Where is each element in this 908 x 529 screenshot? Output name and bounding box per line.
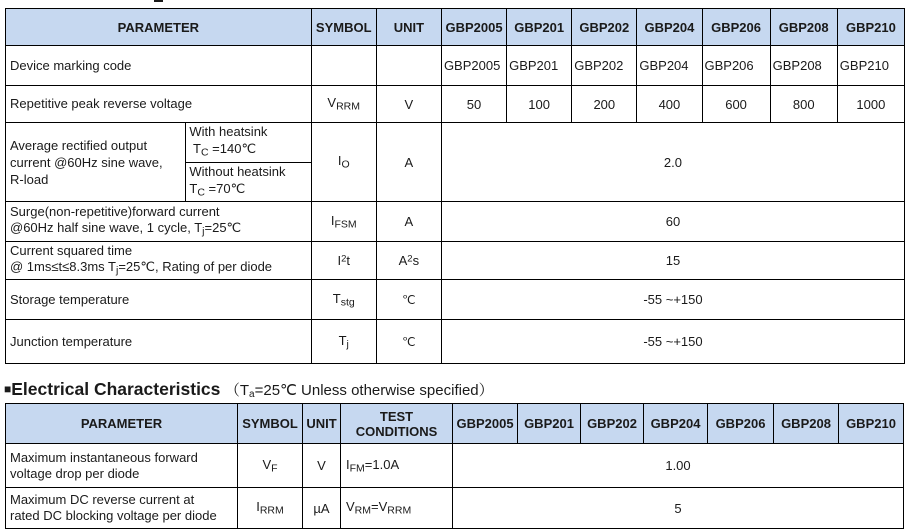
- header-symbol: [311, 9, 376, 46]
- part-label: GBP208: [778, 19, 829, 35]
- value-cell-spanned: [441, 320, 904, 364]
- electrical-row-irrm: [6, 488, 904, 529]
- header-part-gbp202: [581, 404, 644, 444]
- param-cell: [6, 123, 186, 202]
- condition-subcell-with-heatsink: [186, 123, 311, 163]
- header-parameter: [6, 404, 238, 444]
- part-label: GBP2005: [445, 19, 503, 35]
- header-parameter-label: PARAMETER: [80, 416, 163, 431]
- ratings-row-io-with-heatsink: [6, 123, 905, 163]
- part-label: GBP201: [524, 416, 574, 431]
- unit-cell: [376, 86, 441, 123]
- part-label: GBP202: [579, 19, 630, 35]
- value-text: 1000: [856, 96, 886, 112]
- value-text: 200: [593, 96, 616, 112]
- symbol-cell: [238, 444, 303, 488]
- heading-note: [225, 382, 494, 399]
- cond-sub: RRM: [387, 504, 412, 517]
- symbol-base: I: [256, 499, 260, 515]
- unit-cell: [376, 320, 441, 364]
- part-label: GBP208: [781, 416, 831, 431]
- value-cell-spanned: [441, 242, 904, 280]
- tc-base: T: [189, 180, 198, 196]
- symbol-cell: [238, 488, 303, 529]
- symbol-base: I: [337, 253, 342, 268]
- param-text: Maximum instantaneous forward: [10, 449, 198, 465]
- param-text: [10, 220, 311, 240]
- condition-text: Without heatsink: [189, 163, 286, 179]
- unit-cell: [303, 488, 341, 529]
- tc-rest: =70℃: [204, 180, 246, 196]
- unit-base: A: [398, 253, 408, 268]
- value-cell: [770, 46, 837, 86]
- test-conditions-line: TEST: [379, 408, 414, 424]
- unit-cell-empty: [376, 46, 441, 86]
- unit-text: V: [317, 458, 326, 473]
- value-text: -55 ~+150: [643, 292, 703, 307]
- value-cell: [572, 86, 637, 123]
- test-condition-cell: [341, 444, 453, 488]
- unit-rest: s: [412, 253, 420, 268]
- electrical-characteristics-table: [5, 403, 904, 529]
- value-text: 15: [665, 253, 681, 268]
- ratings-row-ifsm: [6, 202, 905, 242]
- ratings-row-device-marking: [6, 46, 905, 86]
- unit-cell: [376, 242, 441, 280]
- part-label: GBP206: [711, 19, 761, 35]
- ratings-row-tj: [6, 320, 905, 364]
- param-cell: [6, 488, 238, 529]
- value-cell-spanned: [441, 123, 904, 202]
- unit-text: A: [404, 214, 414, 229]
- symbol-cell: [311, 123, 376, 202]
- ratings-header-row: [6, 9, 905, 46]
- symbol-sub: FSM: [334, 218, 357, 231]
- header-part-gbp204: [637, 9, 702, 46]
- header-symbol-label: SYMBOL: [315, 19, 372, 35]
- value-text: -55 ~+150: [643, 334, 703, 349]
- square-bullet-icon: ■: [4, 382, 12, 396]
- value-cell: [507, 86, 572, 123]
- param-text: Surge(non-repetitive)forward current: [10, 203, 220, 219]
- heading-text: Electrical Characteristics: [11, 379, 221, 399]
- param-cell: [6, 202, 312, 242]
- cond-seg: =V: [371, 499, 388, 515]
- value-cell: [637, 46, 702, 86]
- part-label: GBP2005: [456, 416, 514, 431]
- note-sub: a: [249, 389, 255, 400]
- param-text: Current squared time: [10, 242, 133, 258]
- cond-seg: I: [346, 456, 350, 472]
- value-cell-spanned: [441, 202, 904, 242]
- header-unit-label: UNIT: [393, 19, 425, 35]
- symbol-sub: RRM: [336, 100, 361, 113]
- header-part-gbp201: [518, 404, 581, 444]
- value-cell: [507, 46, 572, 86]
- param-cell: [6, 280, 312, 320]
- header-part-gbp202: [572, 9, 637, 46]
- header-symbol-label: SYMBOL: [242, 416, 298, 431]
- header-part-gbp201: [507, 9, 572, 46]
- param-cell: [6, 444, 238, 488]
- part-label: GBP201: [514, 19, 565, 35]
- part-label: GBP202: [587, 416, 637, 431]
- unit-cell: [303, 444, 341, 488]
- note-seg: （T: [224, 382, 250, 399]
- value-text: 5: [674, 500, 682, 516]
- ratings-row-i2t: [6, 242, 905, 280]
- value-cell-spanned: [453, 488, 904, 529]
- value-cell-spanned: [453, 444, 904, 488]
- param-sub: j: [202, 225, 205, 238]
- symbol-cell: [311, 320, 376, 364]
- value-cell-spanned: [441, 280, 904, 320]
- cond-seg: V: [346, 499, 355, 515]
- param-seg: @60Hz half sine wave, 1 cycle, T: [10, 219, 203, 235]
- value-cell: [572, 46, 637, 86]
- test-conditions-line: CONDITIONS: [355, 423, 438, 439]
- cond-seg: =1.0A: [364, 456, 400, 472]
- header-part-gbp204: [644, 404, 708, 444]
- value-text: 1.00: [665, 458, 691, 473]
- header-part-gbp210: [839, 404, 904, 444]
- header-part-gbp208: [774, 404, 839, 444]
- value-cell: [702, 86, 770, 123]
- value-text: GBP206: [704, 58, 754, 73]
- header-unit: [376, 9, 441, 46]
- ratings-row-tstg: [6, 280, 905, 320]
- tc-sub: C: [197, 186, 205, 198]
- param-text: Repetitive peak reverse voltage: [10, 96, 193, 111]
- part-label: GBP210: [845, 19, 896, 35]
- electrical-header-row: [6, 404, 904, 444]
- cond-sub: RM: [354, 504, 372, 517]
- part-label: GBP206: [715, 416, 766, 431]
- cropped-title-remnant: [154, 0, 163, 2]
- header-unit: [303, 404, 341, 444]
- value-text: GBP208: [772, 58, 822, 73]
- param-text: [10, 259, 311, 279]
- electrical-characteristics-heading: [4, 376, 494, 402]
- symbol-sub: F: [271, 462, 278, 475]
- unit-text: A: [404, 154, 414, 170]
- header-parameter-label: PARAMETER: [117, 19, 200, 35]
- value-text: 2.0: [663, 154, 682, 170]
- header-part-gbp2005: [441, 9, 506, 46]
- value-cell: [702, 46, 770, 86]
- header-part-gbp210: [837, 9, 904, 46]
- value-text: 600: [725, 96, 747, 112]
- condition-text: With heatsink: [189, 124, 268, 139]
- value-cell: [441, 46, 506, 86]
- param-text: current @60Hz sine wave,: [10, 154, 163, 170]
- symbol-sub: RRM: [259, 504, 284, 517]
- tc-rest: =140℃: [208, 141, 257, 156]
- param-text: Maximum DC reverse current at: [10, 492, 195, 507]
- param-seg: =25℃, Rating of per diode: [118, 258, 273, 274]
- symbol-base: I: [337, 153, 342, 169]
- symbol-base: T: [338, 332, 347, 348]
- condition-text: [189, 180, 310, 202]
- value-cell: [441, 86, 506, 123]
- value-text: 100: [528, 96, 550, 112]
- unit-text: ℃: [402, 334, 416, 349]
- symbol-sub: stg: [340, 296, 355, 309]
- param-text: voltage drop per diode: [10, 465, 140, 481]
- part-label: GBP210: [846, 416, 896, 431]
- value-text: 400: [658, 96, 681, 112]
- note-seg: =25℃ Unless otherwise specified）: [254, 382, 494, 399]
- param-text: rated DC blocking voltage per diode: [10, 508, 217, 523]
- value-text: GBP204: [639, 58, 689, 73]
- header-parameter: [6, 9, 312, 46]
- unit-text: V: [404, 96, 414, 112]
- param-seg: @ 1ms≤t≤8.3ms T: [10, 258, 116, 274]
- unit-sup: 2: [407, 253, 413, 265]
- param-sub: j: [115, 264, 119, 277]
- header-part-gbp2005: [453, 404, 518, 444]
- unit-cell: [376, 280, 441, 320]
- param-text: R-load: [10, 171, 49, 187]
- cond-sub: FM: [349, 462, 365, 475]
- ratings-row-vrrm: [6, 86, 905, 123]
- condition-subcell-without-heatsink: [186, 162, 311, 202]
- value-text: 800: [792, 96, 815, 112]
- value-text: 50: [466, 96, 482, 112]
- value-text: GBP2005: [443, 58, 501, 73]
- symbol-rest: t: [346, 253, 350, 268]
- header-part-gbp208: [770, 9, 837, 46]
- param-cell: [6, 86, 312, 123]
- header-part-gbp206: [702, 9, 770, 46]
- electrical-row-vf: [6, 444, 904, 488]
- symbol-base: I: [330, 212, 335, 228]
- value-cell: [637, 86, 702, 123]
- value-cell: [770, 86, 837, 123]
- header-part-gbp206: [708, 404, 774, 444]
- part-label: GBP204: [650, 416, 701, 431]
- param-text: Average rectified output: [10, 137, 148, 153]
- symbol-cell: [311, 86, 376, 123]
- symbol-cell: [311, 280, 376, 320]
- header-unit-label: UNIT: [306, 416, 337, 431]
- symbol-cell: [311, 242, 376, 280]
- symbol-cell-empty: [311, 46, 376, 86]
- header-symbol: [238, 404, 303, 444]
- param-seg: =25℃: [204, 219, 242, 235]
- param-cell: [6, 320, 312, 364]
- value-cell: [837, 46, 904, 86]
- value-text: GBP201: [509, 58, 559, 73]
- value-text: 60: [665, 214, 681, 229]
- symbol-sub: j: [346, 338, 349, 351]
- symbol-base: T: [332, 290, 341, 306]
- param-text: Junction temperature: [10, 333, 133, 349]
- symbol-base: V: [262, 456, 272, 472]
- symbol-base: V: [327, 95, 337, 111]
- value-cell: [837, 86, 904, 123]
- part-label: GBP204: [644, 19, 695, 35]
- test-condition-cell: [341, 488, 453, 529]
- unit-text: µA: [313, 500, 330, 516]
- maximum-ratings-table: [5, 8, 905, 364]
- param-text: Device marking code: [10, 57, 132, 73]
- tc-base: T: [189, 141, 201, 156]
- param-text: Storage temperature: [10, 291, 130, 307]
- param-cell: [6, 242, 312, 280]
- tc-sub: C: [200, 146, 209, 159]
- unit-cell: [376, 123, 441, 202]
- header-test-conditions: [341, 404, 453, 444]
- unit-text: ℃: [402, 292, 416, 307]
- unit-cell: [376, 202, 441, 242]
- param-cell: [6, 46, 312, 86]
- value-text: GBP210: [839, 58, 889, 73]
- symbol-cell: [311, 202, 376, 242]
- symbol-sub: O: [341, 158, 350, 171]
- condition-text: [189, 140, 310, 162]
- value-text: GBP202: [574, 58, 624, 73]
- symbol-sup: 2: [341, 253, 347, 265]
